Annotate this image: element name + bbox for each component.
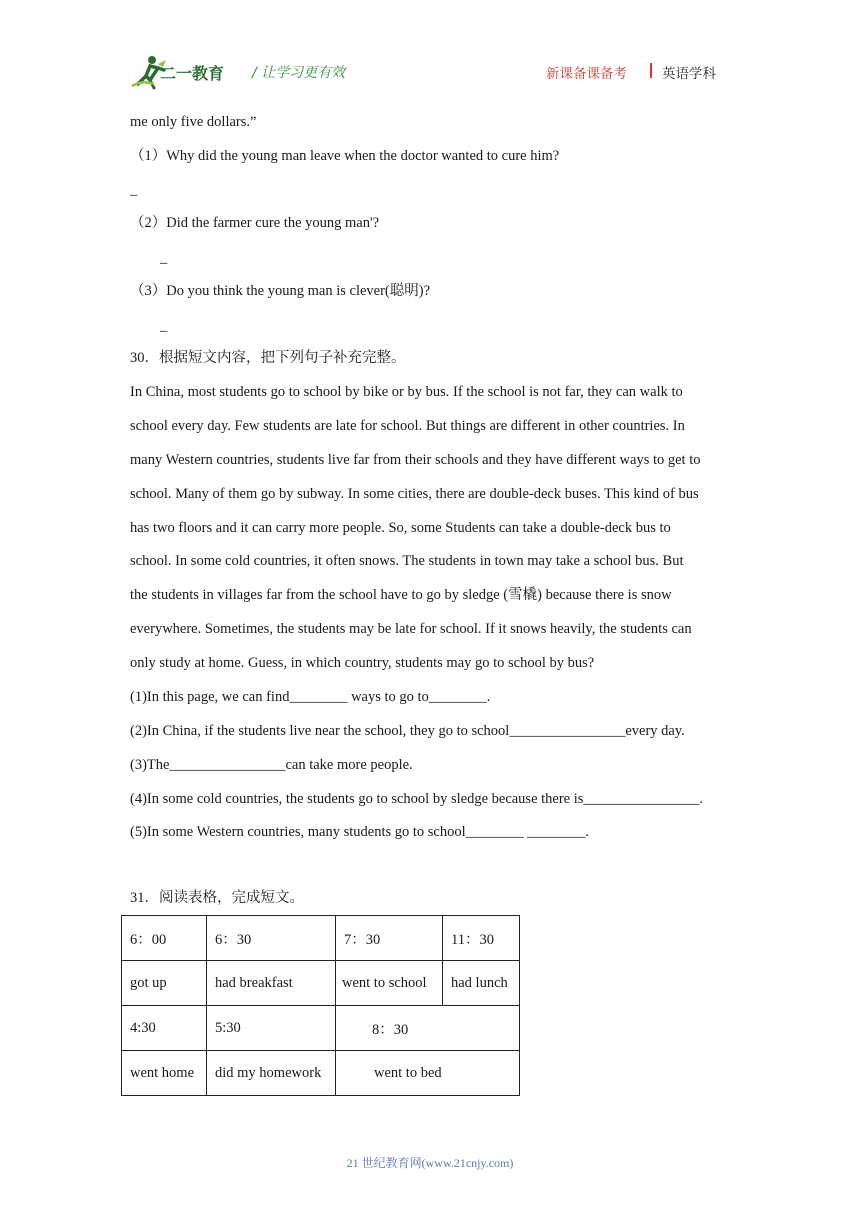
q30-passage-line: everywhere. Sometimes, the students may be late for school. If it snows heavily, the students can bbox=[130, 621, 692, 637]
header-slogan: / 让学习更有效 bbox=[252, 65, 346, 81]
q31-title: 31．阅读表格，完成短文。 bbox=[130, 890, 304, 906]
table-cell: 4:30 bbox=[122, 1006, 207, 1051]
table-cell: 7：30 bbox=[336, 916, 443, 961]
logo bbox=[130, 54, 242, 90]
q30-passage-line: only study at home. Guess, in which country, students may go to school by bus? bbox=[130, 655, 595, 671]
q29-answer-line-1[interactable]: _ bbox=[130, 182, 138, 198]
page-header bbox=[0, 0, 860, 110]
table-cell: went home bbox=[122, 1051, 207, 1096]
table-row bbox=[122, 1051, 520, 1096]
q30-item-3: (3)The________________can take more people. bbox=[130, 757, 413, 773]
q29-question-3: （3）Do you think the young man is clever(聪明)? bbox=[130, 283, 431, 299]
q30-item-2: (2)In China, if the students live near the school, they go to school________________every day. bbox=[130, 723, 685, 739]
q29-question-1: （1）Why did the young man leave when the doctor wanted to cure him? bbox=[130, 148, 560, 164]
header-divider bbox=[650, 63, 652, 78]
q30-title: 30．根据短文内容，把下列句子补充完整。 bbox=[130, 350, 406, 366]
q30-passage-line: In China, most students go to school by bike or by bus. If the school is not far, they can walk to bbox=[130, 384, 683, 400]
logo-text: 二一教育 bbox=[160, 64, 225, 83]
q30-item-5: (5)In some Western countries, many students go to school________ ________. bbox=[130, 824, 589, 840]
table-row bbox=[122, 961, 520, 1006]
table-cell: had lunch bbox=[443, 961, 520, 1006]
table-cell: 11：30 bbox=[443, 916, 520, 961]
table-cell: 5:30 bbox=[207, 1006, 336, 1051]
q29-question-2: （2）Did the farmer cure the young man'? bbox=[130, 215, 380, 231]
table-cell: went to school bbox=[336, 961, 443, 1006]
table-cell: 8：30 bbox=[336, 1006, 520, 1051]
q30-passage-line: many Western countries, students live far from their schools and they have different ways to get to bbox=[130, 452, 701, 468]
q30-passage-line: school every day. Few students are late for school. But things are different in other countries. In bbox=[130, 418, 685, 434]
q30-passage-line: has two floors and it can carry more people. So, some Students can take a double-deck bus to bbox=[130, 520, 671, 536]
q29-answer-line-3[interactable]: _ bbox=[160, 318, 168, 334]
table-row bbox=[122, 1006, 520, 1051]
schedule-table bbox=[121, 915, 520, 1096]
q30-item-1: (1)In this page, we can find________ ways to go to________. bbox=[130, 689, 491, 705]
header-subject-label: 英语学科 bbox=[662, 66, 716, 82]
table-cell: went to bed bbox=[336, 1051, 520, 1096]
table-cell: 6：00 bbox=[122, 916, 207, 961]
table-cell: did my homework bbox=[207, 1051, 336, 1096]
page-footer[interactable]: 21 世纪教育网(www.21cnjy.com) bbox=[346, 1156, 514, 1170]
q30-passage-line: school. In some cold countries, it often snows. The students in town may take a school bus. But bbox=[130, 553, 684, 569]
table-cell: 6：30 bbox=[207, 916, 336, 961]
header-course-label: 新课备课备考 bbox=[546, 66, 627, 82]
table-row bbox=[122, 916, 520, 961]
q30-passage-line: the students in villages far from the school have to go by sledge (雪橇) because there is snow bbox=[130, 587, 672, 603]
q29-answer-line-2[interactable]: _ bbox=[160, 250, 168, 266]
q30-item-4: (4)In some cold countries, the students go to school by sledge because there is________________. bbox=[130, 791, 704, 807]
q30-passage-line: school. Many of them go by subway. In some cities, there are double-deck buses. This kind of bus bbox=[130, 486, 699, 502]
q29-passage-tail: me only five dollars.” bbox=[130, 114, 257, 130]
table-cell: had breakfast bbox=[207, 961, 336, 1006]
table-cell: got up bbox=[122, 961, 207, 1006]
